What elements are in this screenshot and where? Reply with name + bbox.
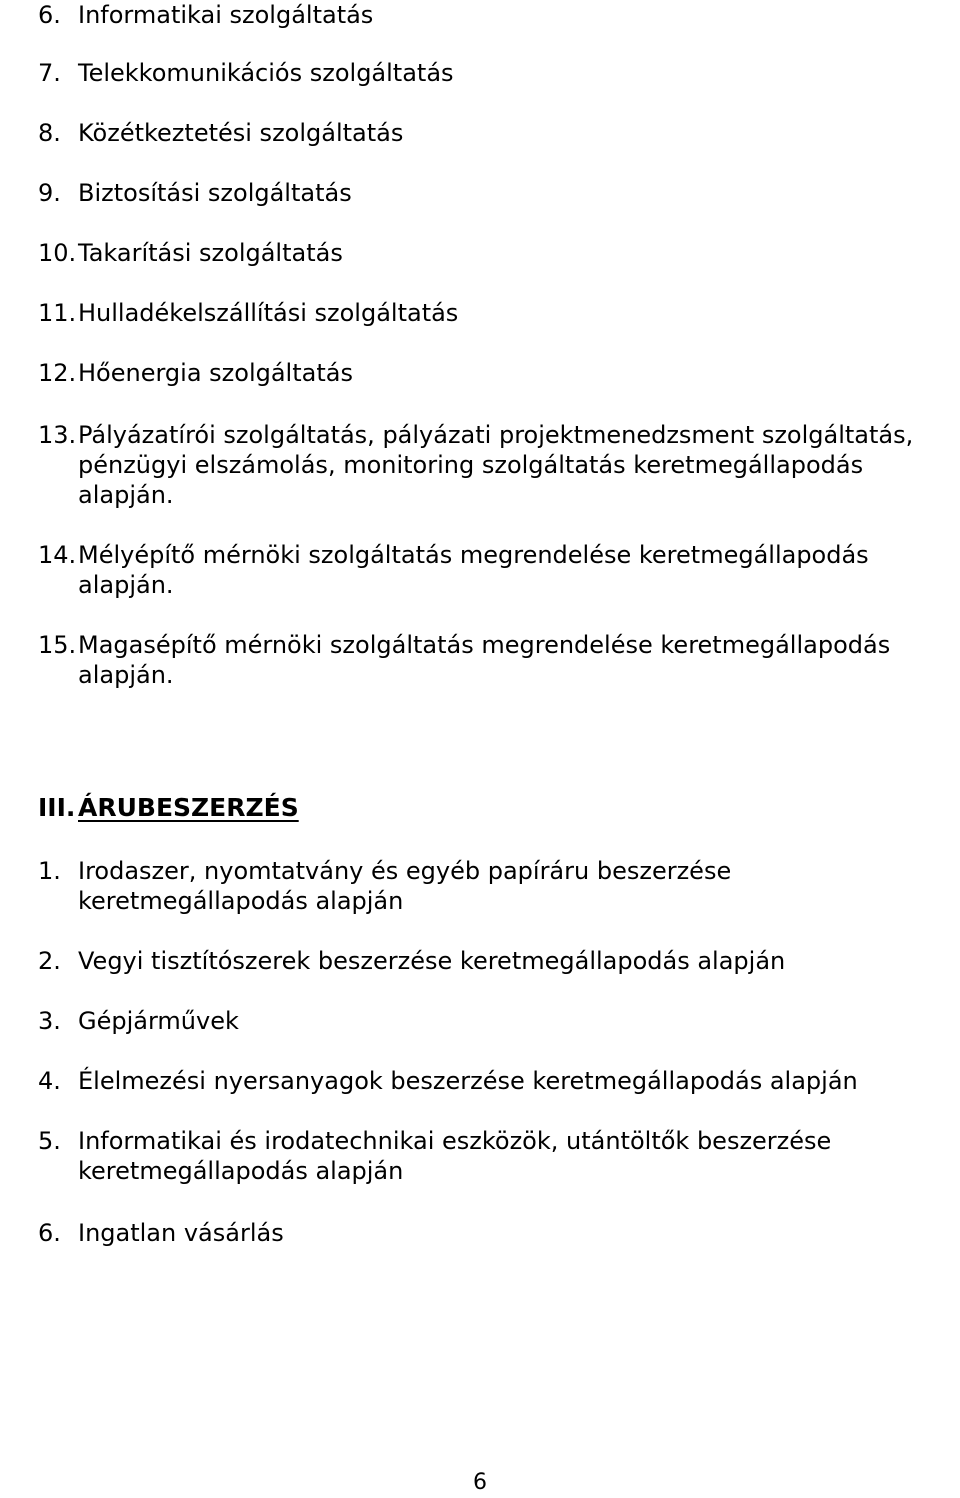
list-item [38, 1066, 960, 1096]
item-number: 3. [38, 1007, 61, 1035]
list-item [38, 0, 960, 30]
item-text: Hulladékelszállítási szolgáltatás [78, 299, 459, 327]
list-item [38, 1218, 960, 1248]
list-item [38, 118, 960, 148]
item-text: Magasépítő mérnöki szolgáltatás megrendelése keretmegállapodás alapján. [78, 631, 891, 689]
section-number: III. [38, 793, 76, 822]
item-text: Mélyépítő mérnöki szolgáltatás megrendelése keretmegállapodás alapján. [78, 541, 869, 599]
list-item [38, 630, 960, 690]
item-number: 6. [38, 1, 61, 29]
list-item [38, 58, 960, 88]
item-number: 14. [38, 541, 77, 569]
list-item [38, 178, 960, 208]
list-item [38, 238, 960, 268]
item-number: 9. [38, 179, 61, 207]
section-title: ÁRUBESZERZÉS [78, 793, 299, 822]
item-text: Informatikai és irodatechnikai eszközök, utántöltők beszerzése keretmegállapodás alapján [78, 1127, 832, 1185]
list-item [38, 856, 960, 916]
page-number: 6 [473, 1470, 487, 1495]
item-text: Biztosítási szolgáltatás [78, 179, 352, 207]
item-number: 6. [38, 1219, 61, 1247]
list-item [38, 420, 960, 510]
item-number: 1. [38, 857, 61, 885]
list-item [38, 540, 960, 600]
item-number: 2. [38, 947, 61, 975]
item-number: 8. [38, 119, 61, 147]
item-number: 15. [38, 631, 77, 659]
section-heading [38, 792, 299, 824]
list-item [38, 298, 960, 328]
item-number: 7. [38, 59, 61, 87]
item-number: 4. [38, 1067, 61, 1095]
item-text: Telekkomunikációs szolgáltatás [78, 59, 454, 87]
list-item [38, 1006, 960, 1036]
item-number: 12. [38, 359, 77, 387]
item-text: Takarítási szolgáltatás [78, 239, 343, 267]
item-number: 13. [38, 421, 77, 449]
item-number: 10. [38, 239, 77, 267]
list-item [38, 1126, 960, 1186]
item-text: Hőenergia szolgáltatás [78, 359, 353, 387]
list-item [38, 946, 960, 976]
item-number: 11. [38, 299, 77, 327]
item-text: Gépjárművek [78, 1007, 239, 1035]
item-text: Ingatlan vásárlás [78, 1219, 284, 1247]
item-text: Közétkeztetési szolgáltatás [78, 119, 404, 147]
list-item [38, 358, 960, 388]
item-number: 5. [38, 1127, 61, 1155]
item-text: Pályázatírói szolgáltatás, pályázati projektmenedzsment szolgáltatás, pénzügyi elszámolás, monitoring szolgáltatás keretmegállapodás alapján. [78, 421, 914, 509]
item-text: Vegyi tisztítószerek beszerzése keretmegállapodás alapján [78, 947, 786, 975]
item-text: Irodaszer, nyomtatvány és egyéb papíráru beszerzése keretmegállapodás alapján [78, 857, 732, 915]
item-text: Élelmezési nyersanyagok beszerzése keretmegállapodás alapján [78, 1067, 858, 1095]
item-text: Informatikai szolgáltatás [78, 1, 374, 29]
